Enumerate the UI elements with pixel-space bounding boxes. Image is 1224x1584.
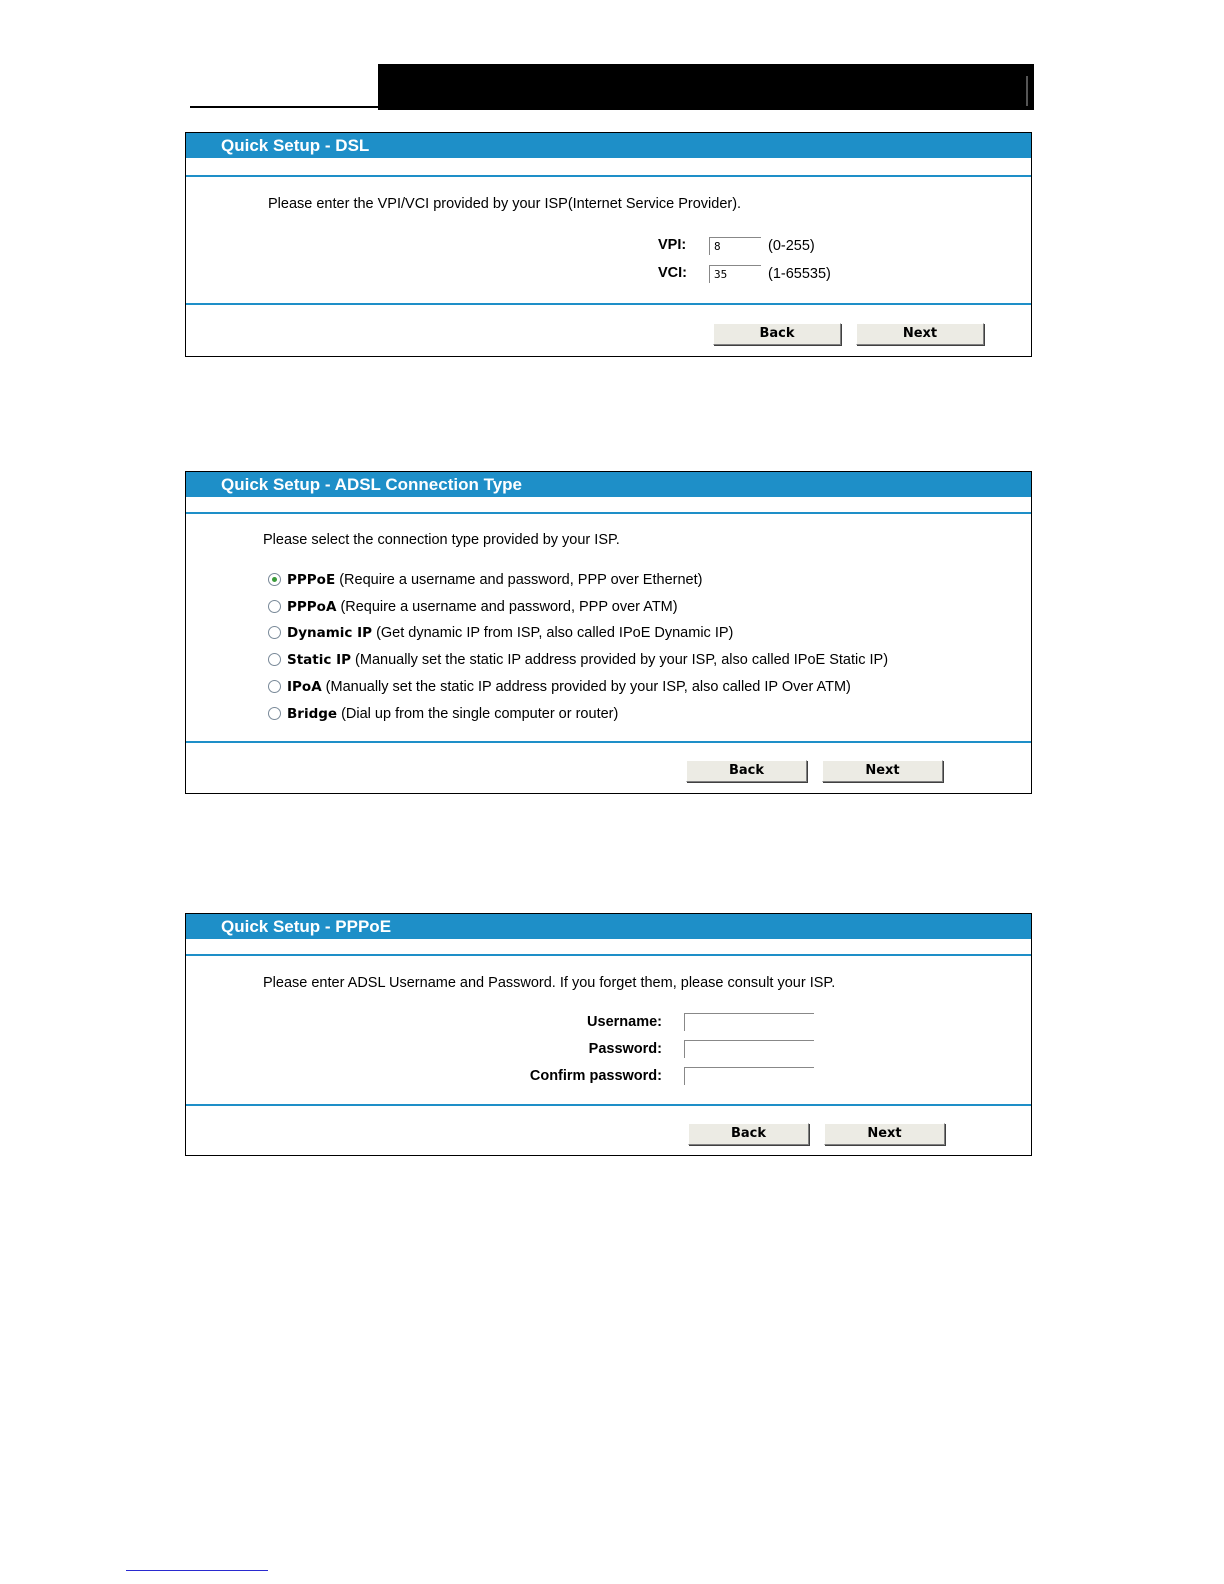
vpi-input[interactable]	[709, 237, 761, 255]
password-input[interactable]	[684, 1040, 814, 1058]
radio-option-desc: (Require a username and password, PPP over Ethernet)	[339, 572, 703, 588]
radio-option-desc: (Get dynamic IP from ISP, also called IPoE Dynamic IP)	[376, 625, 734, 641]
username-input[interactable]	[684, 1013, 814, 1031]
header-bar	[378, 64, 1034, 110]
radio-option-name: PPPoA	[287, 599, 337, 615]
radio-option-name: IPoA	[287, 679, 322, 695]
dsl-next-button[interactable]: Next	[856, 323, 984, 345]
radio-dynamic-ip[interactable]	[268, 626, 281, 639]
radio-option-ipoa[interactable]	[268, 679, 851, 699]
radio-option-name: Bridge	[287, 706, 338, 722]
header-rule	[190, 106, 380, 108]
dsl-top-divider	[186, 175, 1031, 177]
pppoe-next-button[interactable]: Next	[824, 1123, 945, 1145]
radio-static-ip[interactable]	[268, 653, 281, 666]
pppoe-panel	[185, 913, 1032, 1156]
vci-range: (1-65535)	[768, 266, 831, 282]
confirm-password-input[interactable]	[684, 1067, 814, 1085]
pppoe-instruction: Please enter ADSL Username and Password. If you forget them, please consult your ISP.	[263, 975, 836, 991]
radio-option-static-ip[interactable]	[268, 652, 888, 672]
radio-option-desc: (Manually set the static IP address provided by your ISP, also called IP Over ATM)	[325, 679, 851, 695]
radio-option-name: PPPoE	[287, 572, 336, 588]
pppoe-back-button[interactable]: Back	[688, 1123, 809, 1145]
connection-type-panel	[185, 471, 1032, 794]
radio-option-pppoa[interactable]	[268, 599, 678, 619]
dsl-instruction: Please enter the VPI/VCI provided by your ISP(Internet Service Provider).	[268, 196, 742, 212]
vci-input[interactable]	[709, 265, 761, 283]
radio-option-pppoe[interactable]	[268, 572, 702, 592]
radio-option-name: Static IP	[287, 652, 351, 668]
footer-link-underline	[126, 1570, 268, 1571]
dsl-panel-title: Quick Setup - DSL	[186, 133, 1031, 158]
password-label: Password:	[588, 1041, 662, 1057]
radio-pppoa[interactable]	[268, 600, 281, 613]
connection-type-instruction: Please select the connection type provided by your ISP.	[263, 532, 620, 548]
dsl-back-button[interactable]: Back	[713, 323, 841, 345]
radio-option-desc: (Require a username and password, PPP over ATM)	[340, 599, 678, 615]
radio-pppoe[interactable]	[268, 573, 281, 586]
dsl-bottom-divider	[186, 303, 1031, 305]
vpi-label: VPI:	[658, 237, 687, 253]
username-label: Username:	[587, 1014, 662, 1030]
connection-type-top-divider	[186, 512, 1031, 514]
connection-type-back-button[interactable]: Back	[686, 760, 807, 782]
header-bar-tick	[1026, 76, 1028, 106]
pppoe-top-divider	[186, 954, 1031, 956]
pppoe-panel-title: Quick Setup - PPPoE	[186, 914, 1031, 939]
confirm-password-label: Confirm password:	[529, 1068, 662, 1084]
radio-option-name: Dynamic IP	[287, 625, 373, 641]
radio-option-dynamic-ip[interactable]	[268, 625, 733, 645]
dsl-panel	[185, 132, 1032, 357]
radio-option-desc: (Manually set the static IP address provided by your ISP, also called IPoE Static IP)	[355, 652, 889, 668]
radio-option-desc: (Dial up from the single computer or router)	[341, 706, 619, 722]
vpi-range: (0-255)	[768, 238, 815, 254]
radio-option-bridge[interactable]	[268, 706, 618, 726]
connection-type-panel-title: Quick Setup - ADSL Connection Type	[186, 472, 1031, 497]
vci-label: VCI:	[658, 265, 687, 281]
connection-type-next-button[interactable]: Next	[822, 760, 943, 782]
pppoe-bottom-divider	[186, 1104, 1031, 1106]
radio-ipoa[interactable]	[268, 680, 281, 693]
radio-bridge[interactable]	[268, 707, 281, 720]
connection-type-bottom-divider	[186, 741, 1031, 743]
